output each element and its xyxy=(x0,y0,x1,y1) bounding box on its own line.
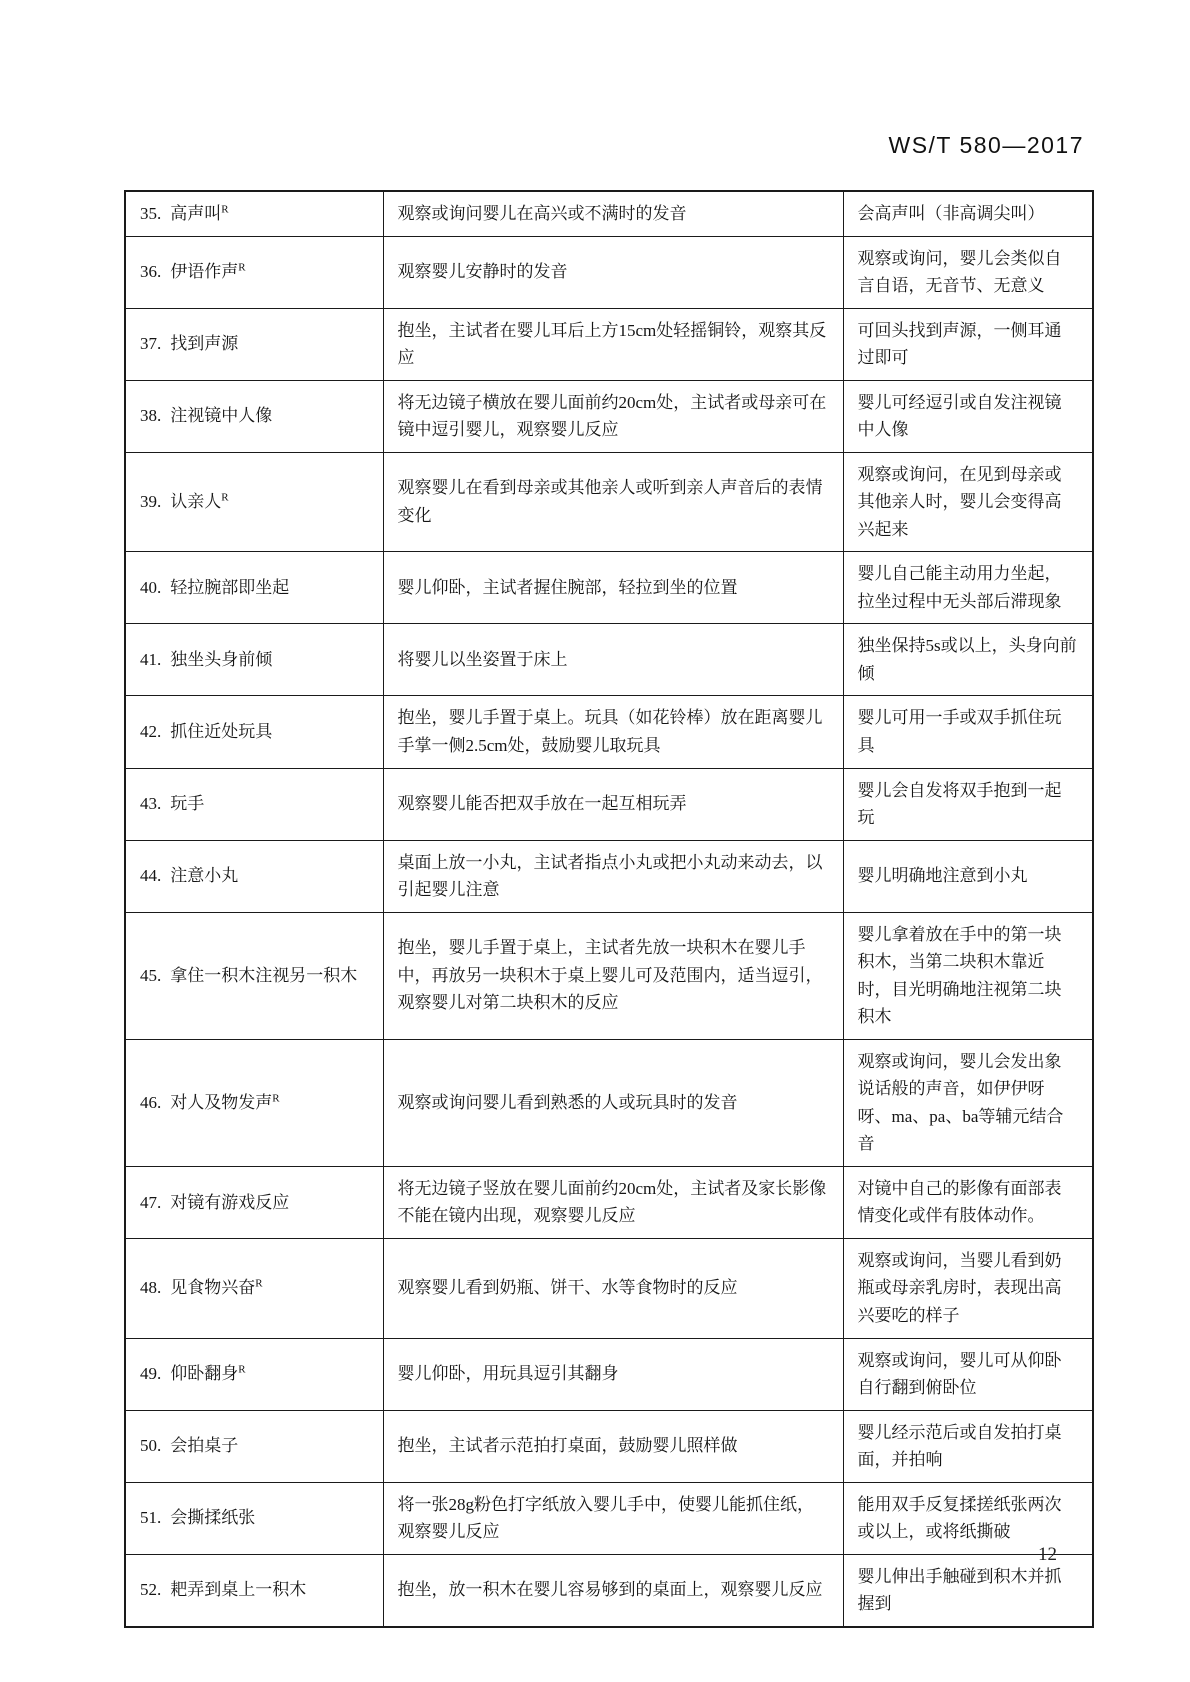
criteria-cell: 可回头找到声源，一侧耳通过即可 xyxy=(843,308,1093,380)
criteria-cell: 婴儿自己能主动用力坐起，拉坐过程中无头部后滞现象 xyxy=(843,552,1093,624)
criteria-cell: 会高声叫（非高调尖叫） xyxy=(843,191,1093,236)
item-number: 51. xyxy=(140,1508,162,1528)
table-row xyxy=(125,840,1093,912)
method-cell: 观察或询问婴儿在高兴或不满时的发音 xyxy=(383,191,843,236)
item-name-cell xyxy=(125,840,383,912)
table-row xyxy=(125,768,1093,840)
method-cell: 观察婴儿看到奶瓶、饼干、水等食物时的反应 xyxy=(383,1238,843,1338)
criteria-cell: 对镜中自己的影像有面部表情变化或伴有肢体动作。 xyxy=(843,1166,1093,1238)
table-row xyxy=(125,452,1093,552)
item-label: 见食物兴奋 xyxy=(170,1278,256,1298)
item-report-superscript: R xyxy=(221,491,229,504)
item-number: 39. xyxy=(140,492,162,512)
criteria-cell: 婴儿伸出手触碰到积木并抓握到 xyxy=(843,1554,1093,1627)
item-report-superscript: R xyxy=(221,203,229,216)
item-label: 独坐头身前倾 xyxy=(170,650,273,670)
item-label: 拿住一积木注视另一积木 xyxy=(170,965,358,985)
method-cell: 将婴儿以坐姿置于床上 xyxy=(383,624,843,696)
item-number: 40. xyxy=(140,578,162,598)
item-label: 抓住近处玩具 xyxy=(170,722,273,742)
method-cell: 将无边镜子竖放在婴儿面前约20cm处，主试者及家长影像不能在镜内出现，观察婴儿反应 xyxy=(383,1166,843,1238)
item-label: 玩手 xyxy=(170,794,205,814)
item-number: 45. xyxy=(140,965,162,985)
item-number: 37. xyxy=(140,334,162,354)
item-name-cell xyxy=(125,380,383,452)
criteria-cell: 观察或询问，婴儿会类似自言自语，无音节、无意义 xyxy=(843,236,1093,308)
table-row xyxy=(125,624,1093,696)
item-label: 轻拉腕部即坐起 xyxy=(170,578,290,598)
item-number: 49. xyxy=(140,1364,162,1384)
table-row xyxy=(125,380,1093,452)
item-name-cell xyxy=(125,1338,383,1410)
item-number: 50. xyxy=(140,1436,162,1456)
table-row xyxy=(125,1482,1093,1554)
method-cell: 抱坐，主试者示范拍打桌面，鼓励婴儿照样做 xyxy=(383,1410,843,1482)
item-name-cell xyxy=(125,308,383,380)
method-cell: 观察婴儿在看到母亲或其他亲人或听到亲人声音后的表情变化 xyxy=(383,452,843,552)
item-number: 38. xyxy=(140,406,162,426)
item-number: 52. xyxy=(140,1580,162,1600)
page-number: 12 xyxy=(1038,1544,1057,1565)
item-name-cell xyxy=(125,236,383,308)
item-report-superscript: R xyxy=(272,1092,280,1105)
item-name-cell xyxy=(125,696,383,768)
table-row xyxy=(125,1410,1093,1482)
item-report-superscript: R xyxy=(238,1363,246,1376)
item-number: 43. xyxy=(140,794,162,814)
criteria-cell: 观察或询问，当婴儿看到奶瓶或母亲乳房时，表现出高兴要吃的样子 xyxy=(843,1238,1093,1338)
item-number: 47. xyxy=(140,1192,162,1212)
table-row xyxy=(125,696,1093,768)
table-row xyxy=(125,308,1093,380)
item-name-cell xyxy=(125,1554,383,1627)
method-cell: 观察婴儿安静时的发音 xyxy=(383,236,843,308)
criteria-cell: 婴儿会自发将双手抱到一起玩 xyxy=(843,768,1093,840)
item-name-cell xyxy=(125,191,383,236)
method-cell: 抱坐，婴儿手置于桌上。玩具（如花铃棒）放在距离婴儿手掌一侧2.5cm处，鼓励婴儿取玩具 xyxy=(383,696,843,768)
item-label: 伊语作声 xyxy=(170,262,239,282)
item-label: 对镜有游戏反应 xyxy=(170,1192,290,1212)
method-cell: 将一张28g粉色打字纸放入婴儿手中，使婴儿能抓住纸，观察婴儿反应 xyxy=(383,1482,843,1554)
item-name-cell xyxy=(125,912,383,1039)
standard-number-header: WS/T 580—2017 xyxy=(888,132,1084,158)
criteria-cell: 观察或询问，在见到母亲或其他亲人时，婴儿会变得高兴起来 xyxy=(843,452,1093,552)
method-cell: 抱坐，主试者在婴儿耳后上方15cm处轻摇铜铃，观察其反应 xyxy=(383,308,843,380)
item-label: 高声叫 xyxy=(170,204,222,223)
table-row xyxy=(125,1554,1093,1627)
method-cell: 抱坐，婴儿手置于桌上，主试者先放一块积木在婴儿手中，再放另一块积木于桌上婴儿可及范围内，适当逗引，观察婴儿对第二块积木的反应 xyxy=(383,912,843,1039)
item-number: 41. xyxy=(140,650,162,670)
method-cell: 桌面上放一小丸，主试者指点小丸或把小丸动来动去，以引起婴儿注意 xyxy=(383,840,843,912)
table-row xyxy=(125,912,1093,1039)
item-label: 会撕揉纸张 xyxy=(170,1508,256,1528)
criteria-cell: 婴儿经示范后或自发拍打桌面，并拍响 xyxy=(843,1410,1093,1482)
item-number: 46. xyxy=(140,1093,162,1113)
item-number: 48. xyxy=(140,1278,162,1298)
table-row xyxy=(125,1238,1093,1338)
item-name-cell xyxy=(125,624,383,696)
criteria-cell: 能用双手反复揉搓纸张两次或以上，或将纸撕破 xyxy=(843,1482,1093,1554)
item-label: 认亲人 xyxy=(170,492,222,512)
item-report-superscript: R xyxy=(238,261,246,274)
item-name-cell xyxy=(125,1410,383,1482)
item-number: 42. xyxy=(140,722,162,742)
item-number: 44. xyxy=(140,866,162,886)
table-row xyxy=(125,236,1093,308)
method-cell: 观察婴儿能否把双手放在一起互相玩弄 xyxy=(383,768,843,840)
assessment-table-body xyxy=(125,191,1093,1627)
item-label: 耙弄到桌上一积木 xyxy=(170,1580,307,1600)
item-number: 36. xyxy=(140,262,162,282)
criteria-cell: 观察或询问，婴儿会发出象说话般的声音，如伊伊呀呀、ma、pa、ba等辅元结合音 xyxy=(843,1039,1093,1166)
item-label: 注视镜中人像 xyxy=(170,406,273,426)
item-name-cell xyxy=(125,768,383,840)
item-label: 对人及物发声 xyxy=(170,1093,273,1113)
item-name-cell xyxy=(125,1166,383,1238)
item-name-cell xyxy=(125,1482,383,1554)
item-label: 仰卧翻身 xyxy=(170,1364,239,1384)
item-label: 注意小丸 xyxy=(170,866,239,886)
item-report-superscript: R xyxy=(255,1277,263,1290)
table-row xyxy=(125,1039,1093,1166)
method-cell: 婴儿仰卧，主试者握住腕部，轻拉到坐的位置 xyxy=(383,552,843,624)
assessment-items-table xyxy=(124,190,1094,1628)
method-cell: 将无边镜子横放在婴儿面前约20cm处，主试者或母亲可在镜中逗引婴儿，观察婴儿反应 xyxy=(383,380,843,452)
criteria-cell: 婴儿可经逗引或自发注视镜中人像 xyxy=(843,380,1093,452)
table-row xyxy=(125,191,1093,236)
item-label: 找到声源 xyxy=(170,334,239,354)
criteria-cell: 观察或询问，婴儿可从仰卧自行翻到俯卧位 xyxy=(843,1338,1093,1410)
item-label: 会拍桌子 xyxy=(170,1436,239,1456)
criteria-cell: 婴儿拿着放在手中的第一块积木，当第二块积木靠近时，目光明确地注视第二块积木 xyxy=(843,912,1093,1039)
criteria-cell: 婴儿可用一手或双手抓住玩具 xyxy=(843,696,1093,768)
table-row xyxy=(125,1166,1093,1238)
method-cell: 婴儿仰卧，用玩具逗引其翻身 xyxy=(383,1338,843,1410)
criteria-cell: 婴儿明确地注意到小丸 xyxy=(843,840,1093,912)
table-row xyxy=(125,552,1093,624)
item-name-cell xyxy=(125,1238,383,1338)
method-cell: 抱坐，放一积木在婴儿容易够到的桌面上，观察婴儿反应 xyxy=(383,1554,843,1627)
item-name-cell xyxy=(125,452,383,552)
item-number: 35. xyxy=(140,204,162,223)
method-cell: 观察或询问婴儿看到熟悉的人或玩具时的发音 xyxy=(383,1039,843,1166)
item-name-cell xyxy=(125,552,383,624)
item-name-cell xyxy=(125,1039,383,1166)
table-row xyxy=(125,1338,1093,1410)
criteria-cell: 独坐保持5s或以上，头身向前倾 xyxy=(843,624,1093,696)
